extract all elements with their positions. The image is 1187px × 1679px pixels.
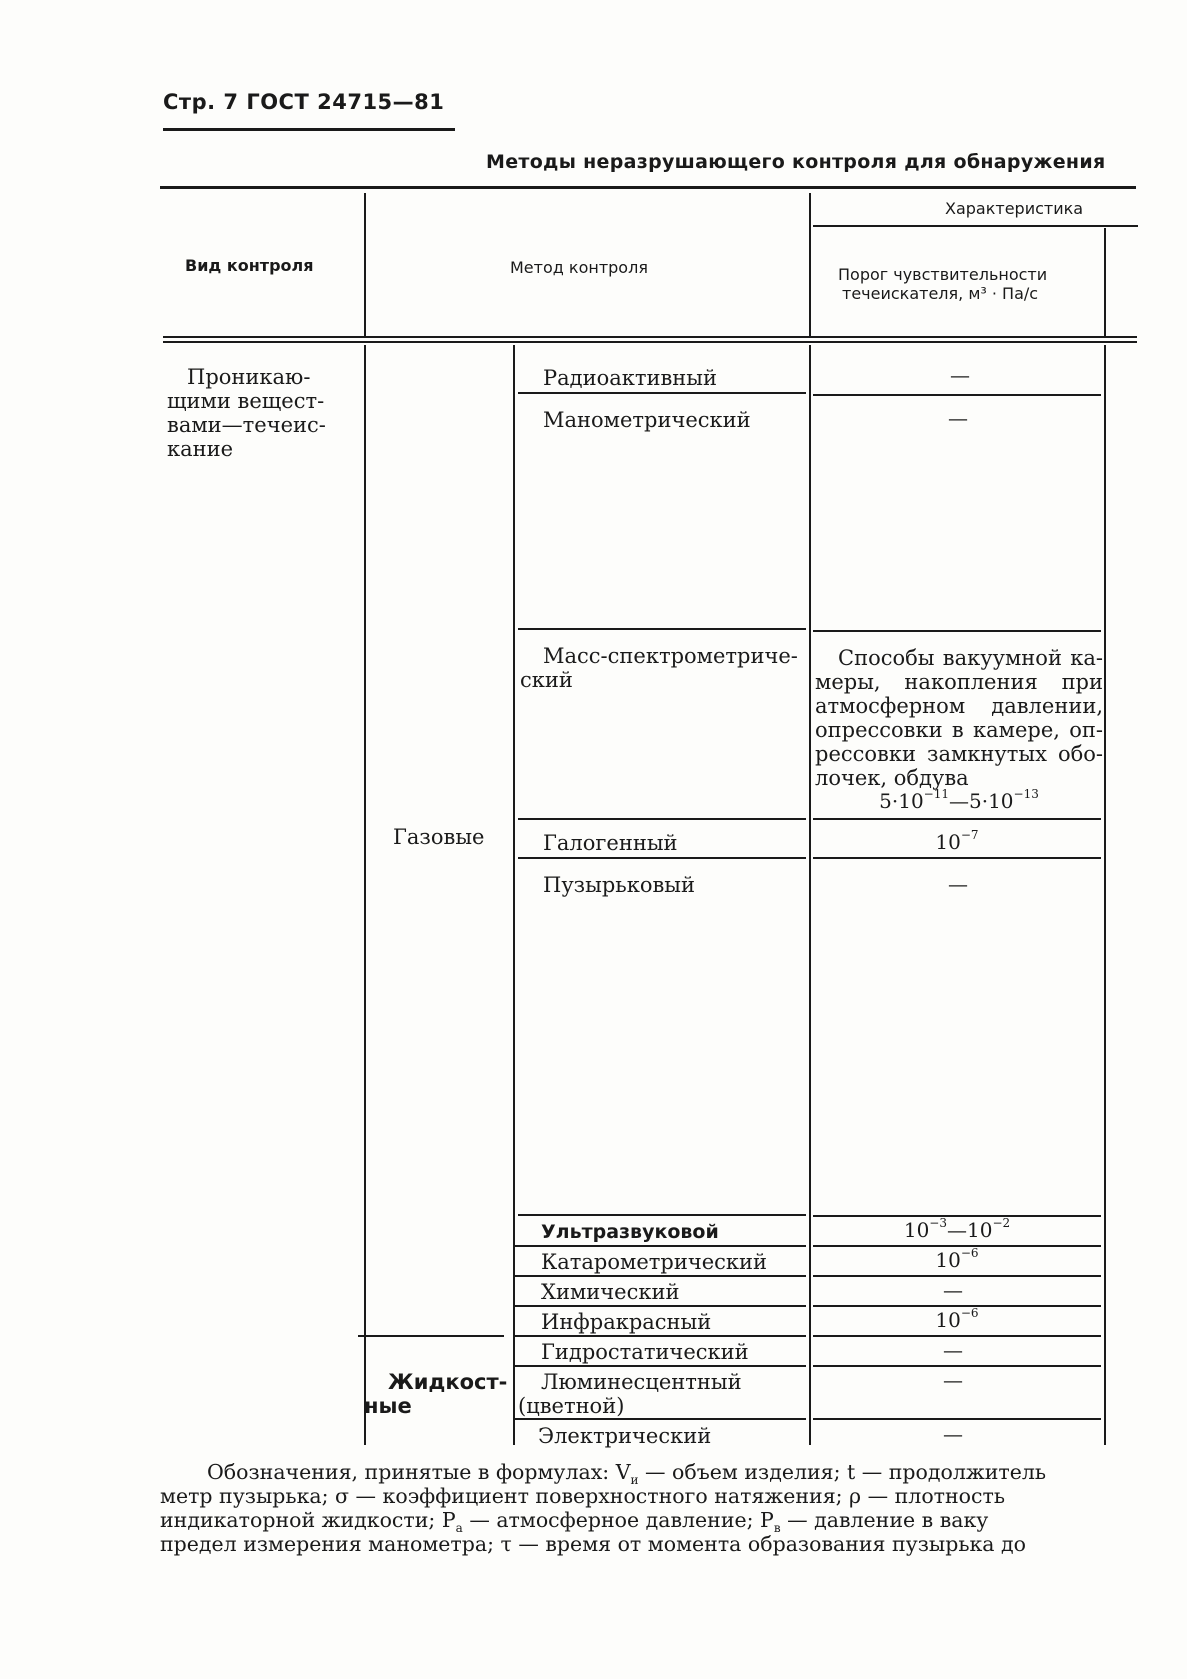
value-radioactive: —: [950, 363, 970, 387]
col-header-method: Метод контроля: [510, 258, 648, 277]
row-line-6a: [515, 1245, 806, 1247]
row-line-7b: [813, 1275, 1101, 1277]
value-mass-spec-line-4: опрессовки в камере, оп-: [815, 718, 1103, 742]
value-luminescent: —: [943, 1368, 963, 1392]
range-a: 5·10: [879, 789, 924, 813]
row-line-1b: [813, 394, 1101, 396]
value-bubble: —: [948, 872, 968, 896]
col-header-threshold-1: Порог чувствительности: [838, 265, 1048, 284]
value-mass-spec-line-2: меры, накопления при: [815, 670, 1103, 694]
header-vline-1: [364, 193, 366, 336]
method-mass-spec-2: ский: [520, 668, 573, 692]
row-line-6b: [813, 1245, 1101, 1247]
method-luminescent-2: (цветной): [518, 1394, 625, 1418]
row-line-1a: [518, 392, 806, 394]
method-luminescent-1: Люминесцентный: [541, 1370, 742, 1394]
ultrasonic-sep: —10: [947, 1218, 993, 1242]
row-line-10b: [813, 1365, 1101, 1367]
footnote-line1-sub: и: [630, 1473, 639, 1488]
method-electric: Электрический: [538, 1424, 712, 1448]
header-bottom-rule-1: [163, 336, 1137, 338]
value-mass-spec-line-5: рессовки замкнутых обо-: [815, 742, 1103, 766]
method-mass-spec-1: Масс-спектрометриче-: [543, 644, 798, 668]
header-vline-2: [809, 193, 811, 336]
katharometric-exp: −6: [960, 1246, 979, 1260]
row-line-3a: [518, 818, 806, 820]
table-top-rule: [160, 186, 1136, 189]
row-line-3b: [813, 818, 1101, 820]
body-vline-1: [364, 345, 366, 1445]
group-label-2: щими вещест-: [167, 389, 325, 413]
range-a-exp: −11: [923, 787, 949, 801]
value-mass-spec-line-1: Способы вакуумной ка-: [838, 646, 1103, 670]
value-mass-spec-line-6: лочек, обдува: [815, 766, 969, 790]
value-electric: —: [943, 1422, 963, 1446]
row-line-11b: [813, 1418, 1101, 1420]
subgroup-liquid-1: Жидкост-: [388, 1370, 508, 1394]
infrared-base: 10: [935, 1308, 961, 1332]
row-line-9a: [515, 1335, 806, 1337]
method-radioactive: Радиоактивный: [543, 366, 718, 390]
header-vline-3: [1104, 228, 1106, 336]
value-mass-spec-range: [815, 789, 1103, 813]
col-header-type: Вид контроля: [185, 256, 314, 275]
value-hydrostatic: —: [943, 1338, 963, 1362]
ultrasonic-a-exp: −3: [929, 1216, 947, 1230]
footnote-line-4: предел измерения манометра; τ — время от момента образования пузырька до: [160, 1532, 1027, 1556]
method-hydrostatic: Гидростатический: [541, 1340, 749, 1364]
footnote-line3-sub-a: а: [455, 1521, 463, 1536]
footnote-line3-c: — давление в ваку: [780, 1508, 989, 1532]
row-line-7a: [515, 1275, 806, 1277]
footnote-line3-a: индикаторной жидкости; P: [160, 1508, 456, 1532]
header-bottom-rule-2: [163, 341, 1137, 343]
row-line-11a: [515, 1418, 806, 1420]
row-line-10a: [515, 1365, 806, 1367]
halogen-exp: −7: [960, 828, 979, 842]
row-line-9b: [813, 1335, 1101, 1337]
range-b-exp: −13: [1013, 787, 1039, 801]
body-vline-4: [1104, 345, 1106, 1445]
col-header-characteristic: Характеристика: [945, 199, 1084, 218]
group-label-1: Проникаю-: [187, 365, 311, 389]
value-halogen: [813, 830, 1101, 854]
subgroup-gas: Газовые: [393, 825, 485, 849]
group-label-3: вами—течеис-: [167, 413, 326, 437]
table-title: Методы неразрушающего контроля для обнаружения: [486, 151, 1106, 173]
page-header: Стр. 7 ГОСТ 24715—81: [163, 90, 445, 114]
value-ultrasonic: [813, 1218, 1101, 1242]
ultrasonic-b-exp: −2: [992, 1216, 1011, 1230]
method-bubble: Пузырьковый: [543, 873, 696, 897]
group-label-4: кание: [167, 437, 234, 461]
method-infrared: Инфракрасный: [541, 1310, 712, 1334]
katharometric-base: 10: [935, 1248, 961, 1272]
row-line-2b: [813, 630, 1101, 632]
footnote-line3-sub-b: в: [773, 1521, 781, 1536]
row-line-4b: [813, 857, 1101, 859]
char-underline: [813, 225, 1138, 227]
footnote-line-2: метр пузырька; σ — коэффициент поверхностного натяжения; ρ — плотность: [160, 1484, 1006, 1508]
row-line-5a: [518, 1214, 806, 1216]
method-chemical: Химический: [541, 1280, 680, 1304]
row-line-5b: [813, 1215, 1101, 1217]
body-vline-3: [809, 345, 811, 1445]
value-katharometric: [813, 1248, 1101, 1272]
header-underline: [163, 128, 455, 131]
footnote-line1-a: Обозначения, принятые в формулах: V: [207, 1460, 631, 1484]
footnote-line1-b: — объем изделия; t — продолжитель: [638, 1460, 1047, 1484]
value-infrared: [813, 1308, 1101, 1332]
row-line-8b: [813, 1305, 1101, 1307]
method-halogen: Галогенный: [543, 831, 678, 855]
col-header-threshold-2: течеискателя, м³ · Па/с: [842, 284, 1039, 303]
subgroup-divider: [358, 1335, 504, 1337]
row-line-8a: [515, 1305, 806, 1307]
range-sep: —5·10: [949, 789, 1014, 813]
row-line-4a: [518, 857, 806, 859]
method-katharometric: Катарометрический: [541, 1250, 768, 1274]
method-manometric: Манометрический: [543, 408, 751, 432]
value-manometric: —: [948, 406, 968, 430]
halogen-base: 10: [935, 830, 961, 854]
body-vline-2: [513, 345, 515, 1445]
method-ultrasonic: Ультразвуковой: [541, 1221, 719, 1243]
row-line-2a: [518, 628, 806, 630]
footnote-line3-b: — атмосферное давление; P: [462, 1508, 774, 1532]
value-chemical: —: [943, 1278, 963, 1302]
infrared-exp: −6: [960, 1306, 979, 1320]
ultrasonic-a: 10: [903, 1218, 930, 1242]
subgroup-liquid-2: ные: [364, 1394, 412, 1418]
value-mass-spec-line-3: атмосферном давлении,: [815, 694, 1103, 718]
